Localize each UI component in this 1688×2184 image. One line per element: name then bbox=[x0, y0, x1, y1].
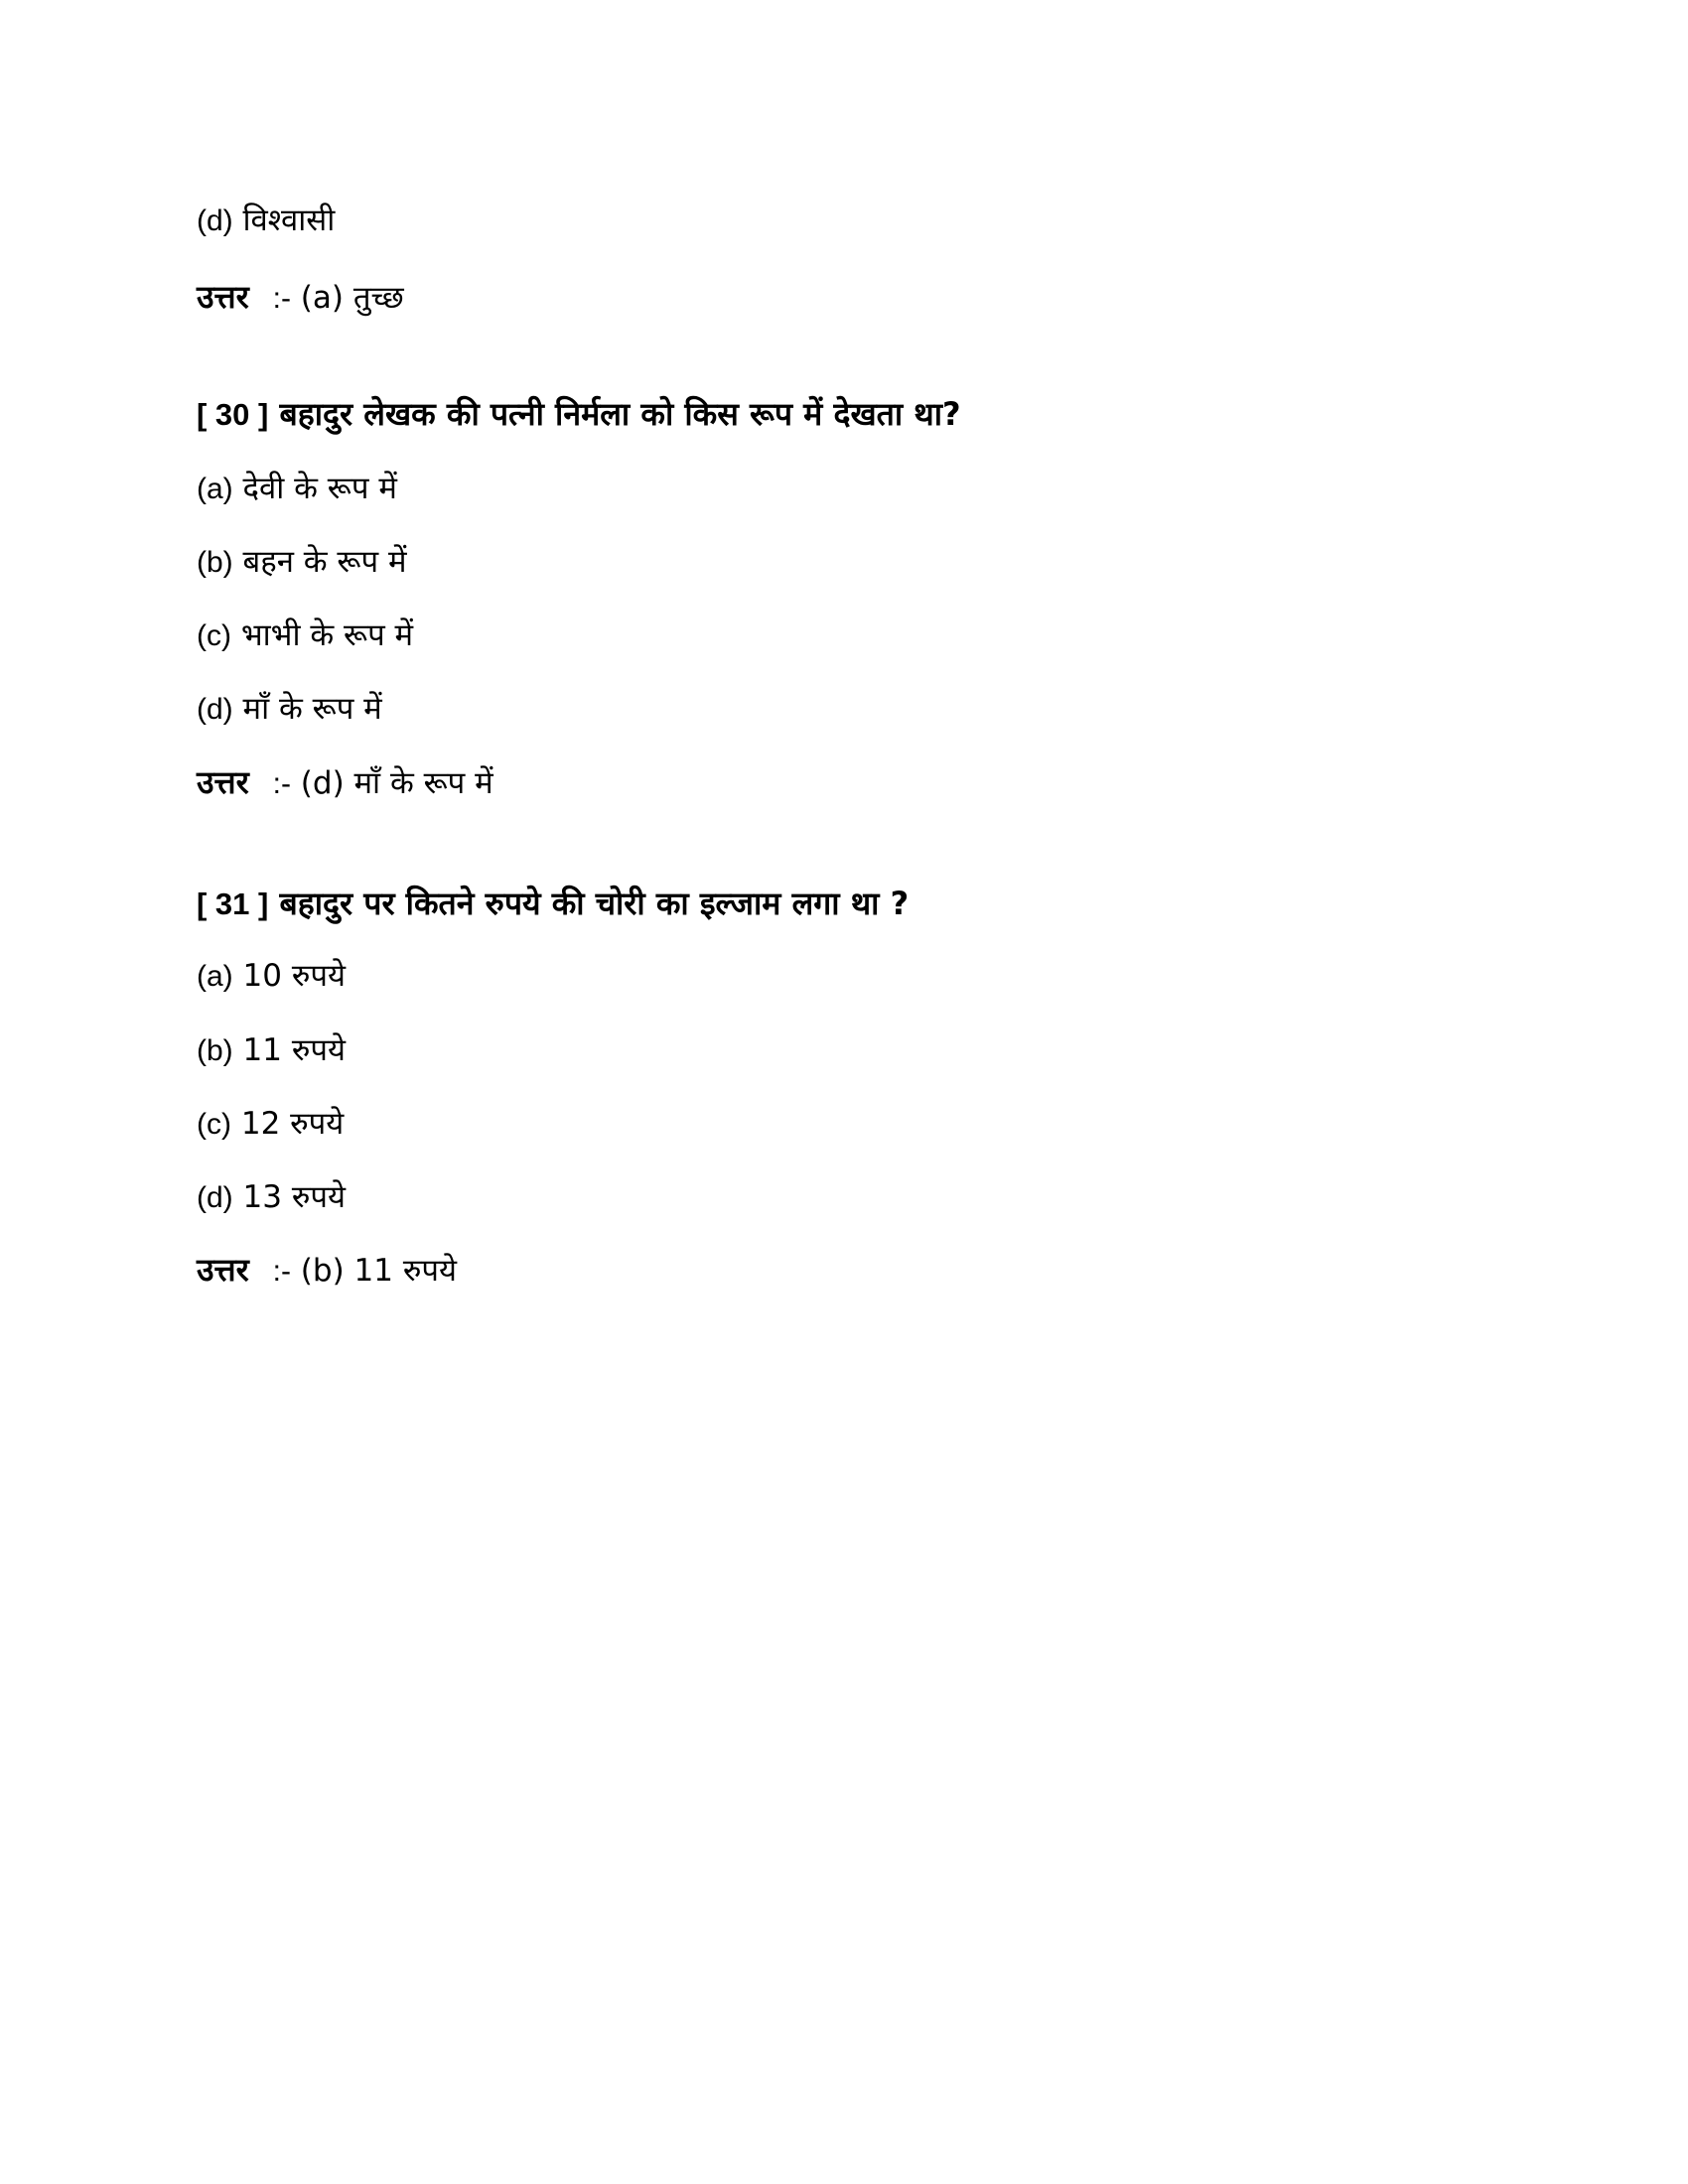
option-label: (b) bbox=[197, 546, 233, 579]
answer-line bbox=[197, 1248, 457, 1292]
option-d bbox=[197, 687, 382, 731]
option-b bbox=[197, 540, 407, 584]
option-label: (b) bbox=[197, 1034, 233, 1067]
option-label: (a) bbox=[197, 473, 233, 505]
option-d bbox=[197, 199, 335, 242]
option-text: बहन के रूप में bbox=[242, 544, 407, 580]
option-label: (d) bbox=[197, 1181, 233, 1214]
option-a bbox=[197, 467, 397, 510]
answer-line bbox=[197, 760, 493, 804]
option-text: देवी के रूप में bbox=[242, 471, 397, 506]
answer-line bbox=[197, 275, 404, 319]
option-text: भाभी के रूप में bbox=[240, 617, 414, 653]
answer-value: (d) माँ के रूप में bbox=[300, 765, 493, 801]
answer-label: उत्तर bbox=[197, 278, 249, 316]
question-text: बहादुर पर कितने रुपये की चोरी का इल्जाम लगा था ? bbox=[279, 885, 910, 922]
question-number: [ 30 ] bbox=[197, 397, 269, 432]
option-c bbox=[197, 614, 413, 657]
question-text: बहादुर लेखक की पत्नी निर्मला को किस रूप में देखता था? bbox=[279, 395, 961, 433]
option-label: (c) bbox=[197, 619, 231, 652]
option-label: (d) bbox=[197, 693, 233, 726]
answer-label: उत्तर bbox=[197, 1251, 249, 1289]
answer-separator: :- bbox=[272, 767, 291, 800]
option-label: (d) bbox=[197, 205, 233, 237]
answer-separator: :- bbox=[272, 282, 291, 315]
option-text: विश्वासी bbox=[242, 203, 336, 238]
answer-label: उत्तर bbox=[197, 763, 249, 801]
option-label: (a) bbox=[197, 960, 233, 993]
question-number: [ 31 ] bbox=[197, 887, 269, 921]
option-text: माँ के रूप में bbox=[242, 691, 382, 727]
answer-separator: :- bbox=[272, 1255, 291, 1288]
option-label: (c) bbox=[197, 1108, 231, 1141]
option-a bbox=[197, 954, 346, 998]
option-text: 10 रुपये bbox=[242, 958, 346, 994]
answer-value: (a) तुच्छ bbox=[300, 280, 404, 316]
question-heading bbox=[197, 392, 961, 436]
option-c bbox=[197, 1102, 344, 1146]
question-heading bbox=[197, 882, 909, 925]
option-b bbox=[197, 1028, 346, 1072]
option-d bbox=[197, 1175, 346, 1219]
answer-value: (b) 11 रुपये bbox=[300, 1253, 457, 1289]
option-text: 13 रुपये bbox=[242, 1179, 346, 1215]
option-text: 12 रुपये bbox=[240, 1106, 345, 1142]
option-text: 11 रुपये bbox=[242, 1032, 346, 1068]
